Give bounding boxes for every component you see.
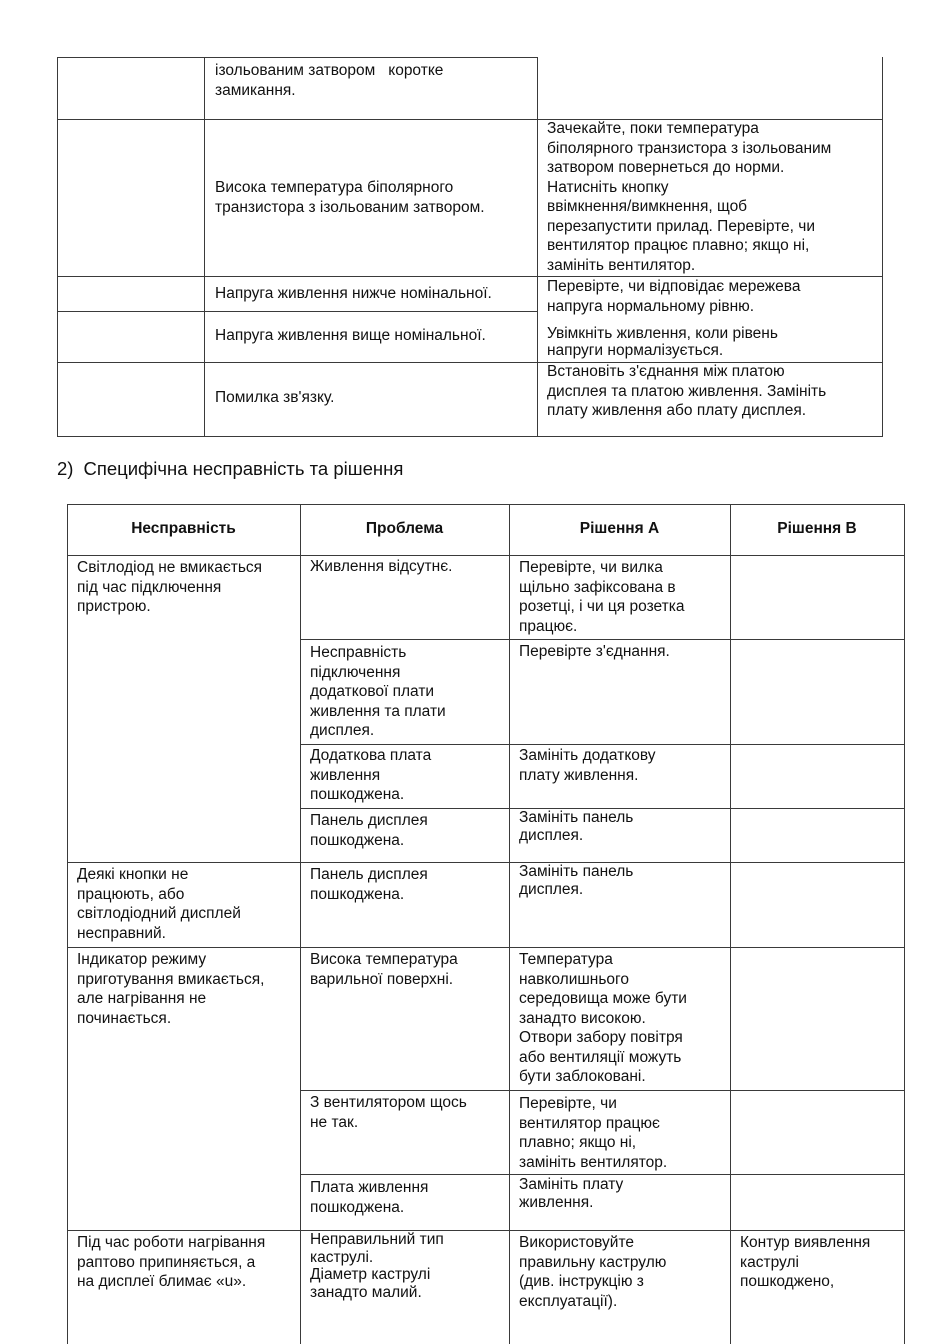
problem-cell: ізольованим затвором коротке замикання. (215, 62, 444, 99)
solution-cell: Увімкніть живлення, коли рівень напруги нормалізується. (547, 325, 778, 359)
fault-cell: Деякі кнопки не працюють, або світлодіодний дисплей несправний. (77, 866, 241, 942)
problem-cell: Неправильний тип каструлі. Діаметр каструлі занадто малий. (310, 1231, 444, 1301)
solution-cell: Встановіть з'єднання між платою дисплея та платою живлення. Замініть плату живлення або плату дисплея. (547, 363, 827, 419)
table-border (57, 311, 538, 312)
column-header: Рішення В (777, 520, 857, 537)
solution-a-cell: Замініть плату живлення. (519, 1176, 624, 1211)
table-border (57, 57, 58, 437)
table-border (67, 947, 905, 948)
problem-cell: Панель дисплея пошкоджена. (310, 812, 428, 849)
problem-cell: Напруга живлення вище номінальної. (215, 327, 486, 344)
solution-a-cell: Перевірте з'єднання. (519, 643, 670, 660)
solution-b-cell: Контур виявлення каструлі пошкоджено, (740, 1234, 871, 1290)
section-heading (57, 458, 403, 480)
column-header: Несправність (131, 520, 236, 537)
problem-cell: Живлення відсутнє. (310, 558, 453, 575)
problem-cell: Напруга живлення нижче номінальної. (215, 285, 492, 302)
table-border (57, 57, 538, 58)
problem-cell: З вентилятором щось не так. (310, 1094, 467, 1131)
table-border (57, 436, 883, 437)
solution-a-cell: Замініть панель дисплея. (519, 809, 634, 844)
table-border (300, 1174, 905, 1175)
table-border (67, 504, 68, 1344)
problem-cell: Додаткова плата живлення пошкоджена. (310, 747, 432, 803)
solution-a-cell: Температура навколишнього середовища може бути занадто високою. Отвори забору повітря або вентиляції можуть бути заблоковані. (519, 951, 687, 1085)
table-border (730, 504, 731, 1344)
fault-cell: Під час роботи нагрівання раптово припиняється, а на дисплеї блимає «u». (77, 1234, 266, 1290)
problem-cell: Несправність підключення додаткової плати живлення та плати дисплея. (310, 644, 446, 739)
section-number: 2) (57, 458, 74, 479)
solution-cell: Перевірте, чи відповідає мережева напруга нормальному рівню. (547, 278, 801, 315)
table-border (882, 57, 883, 437)
table-border (300, 639, 905, 640)
continuation-table (57, 57, 883, 437)
fault-cell: Світлодіод не вмикається під час підключення пристрою. (77, 559, 263, 615)
problem-cell: Панель дисплея пошкоджена. (310, 866, 428, 903)
table-border (67, 862, 905, 863)
solution-a-cell: Перевірте, чи вентилятор працює плавно; якщо ні, замініть вентилятор. (519, 1095, 668, 1171)
fault-cell: Індикатор режиму приготування вмикається, але нагрівання не починається. (77, 951, 265, 1027)
table-border (67, 1230, 905, 1231)
problem-cell: Плата живлення пошкоджена. (310, 1179, 429, 1216)
table-border (204, 57, 205, 437)
problem-cell: Висока температура біполярного транзистора з ізольованим затвором. (215, 179, 485, 216)
section-title: Специфічна несправність та рішення (83, 458, 404, 479)
table-border (509, 504, 510, 1344)
problem-cell: Висока температура варильної поверхні. (310, 951, 458, 988)
solution-a-cell: Замініть панель дисплея. (519, 863, 634, 898)
table-border (300, 504, 301, 1344)
table-border (300, 1090, 905, 1091)
solution-cell: Зачекайте, поки температура біполярного транзистора з ізольованим затвором повернеться до норми. Натисніть кнопку ввімкнення/вимкнення, щоб перезапустити прилад. Перевірте, чи вентилятор працює плавно; якщо ні, замініть вентилятор. (547, 120, 832, 274)
table-border (67, 504, 905, 505)
table-border (537, 57, 538, 437)
table-border (904, 504, 905, 1344)
solution-a-cell: Перевірте, чи вилка щільно зафіксована в розетці, і чи ця розетка працює. (519, 559, 685, 635)
table-border (67, 555, 905, 556)
column-header: Проблема (365, 520, 444, 537)
solution-a-cell: Використовуйте правильну каструлю (див. інструкцію з експлуатації). (519, 1234, 667, 1310)
problem-cell: Помилка зв'язку. (215, 389, 335, 406)
table-border (300, 744, 905, 745)
solution-a-cell: Замініть додаткову плату живлення. (519, 747, 656, 784)
column-header: Рішення А (579, 520, 660, 537)
